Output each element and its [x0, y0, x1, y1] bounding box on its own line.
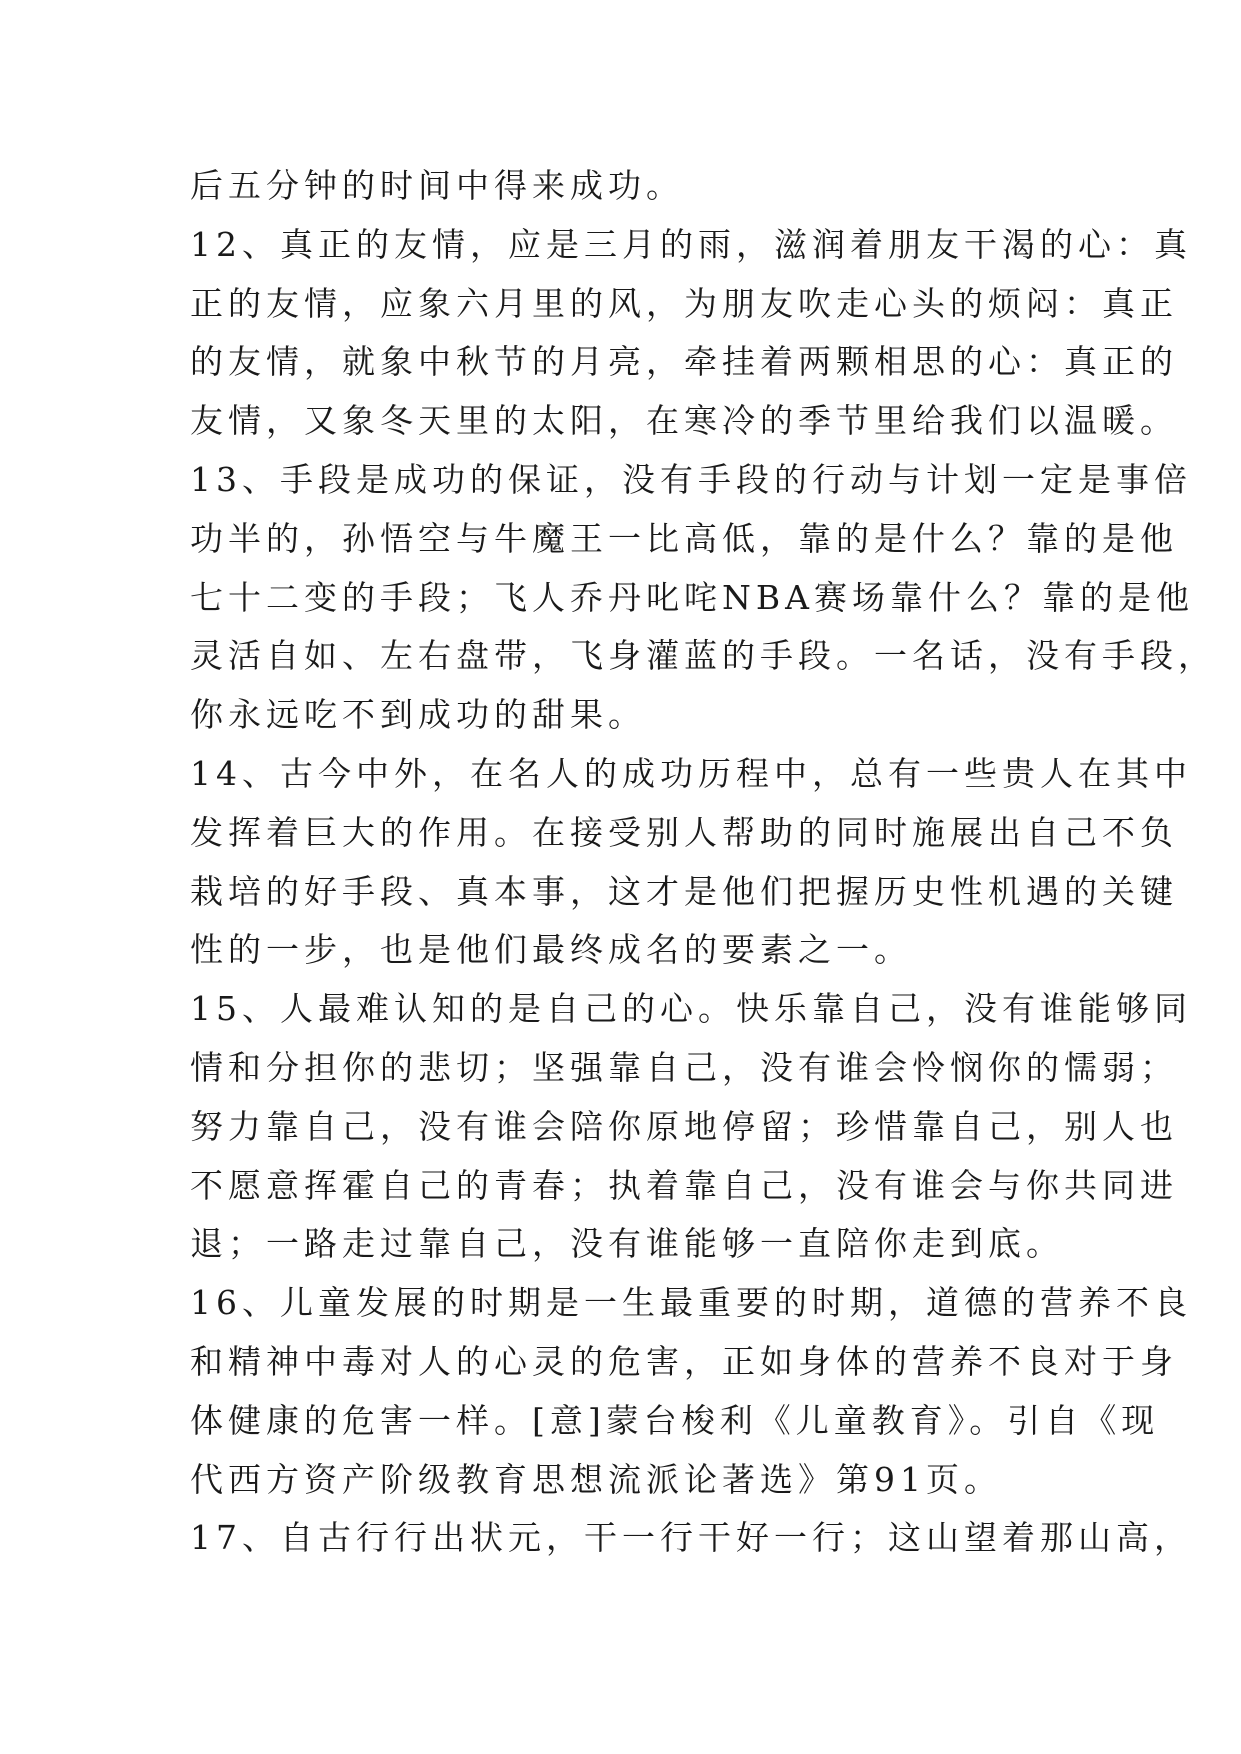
text-line: 和精神中毒对人的心灵的危害，正如身体的营养不良对于身 [190, 1341, 1178, 1381]
text-line: 正的友情，应象六月里的风，为朋友吹走心头的烦闷：真正 [190, 283, 1178, 323]
document-body [190, 157, 1216, 1568]
text-line: 14、古今中外，在名人的成功历程中，总有一些贵人在其中 [190, 753, 1192, 793]
text-line: 16、儿童发展的时期是一生最重要的时期，道德的营养不良 [190, 1283, 1192, 1323]
text-line: 努力靠自己，没有谁会陪你原地停留；珍惜靠自己，别人也 [190, 1106, 1178, 1146]
text-line: 13、手段是成功的保证，没有手段的行动与计划一定是事倍 [190, 459, 1192, 499]
text-line: 15、人最难认知的是自己的心。快乐靠自己，没有谁能够同 [190, 989, 1192, 1029]
text-line: 栽培的好手段、真本事，这才是他们把握历史性机遇的关键 [190, 871, 1178, 911]
text-line: 性的一步，也是他们最终成名的要素之一。 [190, 930, 912, 970]
text-line: 后五分钟的时间中得来成功。 [190, 166, 684, 205]
text-line: 体健康的危害一样。[意]蒙台梭利《儿童教育》。引自《现 [190, 1400, 1160, 1440]
text-line: 代西方资产阶级教育思想流派论著选》第91页。 [190, 1459, 1002, 1499]
text-line: 七十二变的手段；飞人乔丹叱咤NBA赛场靠什么？靠的是他 [190, 577, 1194, 617]
text-line: 你永远吃不到成功的甜果。 [190, 695, 646, 735]
text-line: 12、真正的友情，应是三月的雨，滋润着朋友干渴的心：真 [190, 224, 1192, 264]
text-line: 退；一路走过靠自己，没有谁能够一直陪你走到底。 [190, 1224, 1064, 1264]
text-line: 友情，又象冬天里的太阳，在寒冷的季节里给我们以温暖。 [190, 401, 1178, 441]
text-line: 情和分担你的悲切；坚强靠自己，没有谁会怜悯你的懦弱； [190, 1047, 1178, 1087]
text-line: 灵活自如、左右盘带，飞身灌蓝的手段。一名话，没有手段， [190, 636, 1216, 676]
text-line: 17、自古行行出状元，干一行干好一行；这山望着那山高， [190, 1518, 1192, 1558]
text-line: 不愿意挥霍自己的青春；执着靠自己，没有谁会与你共同进 [190, 1165, 1178, 1205]
text-line: 功半的，孙悟空与牛魔王一比高低，靠的是什么？靠的是他 [190, 518, 1178, 558]
text-line: 发挥着巨大的作用。在接受别人帮助的同时施展出自己不负 [190, 812, 1178, 852]
text-line: 的友情，就象中秋节的月亮，牵挂着两颗相思的心：真正的 [190, 342, 1178, 382]
